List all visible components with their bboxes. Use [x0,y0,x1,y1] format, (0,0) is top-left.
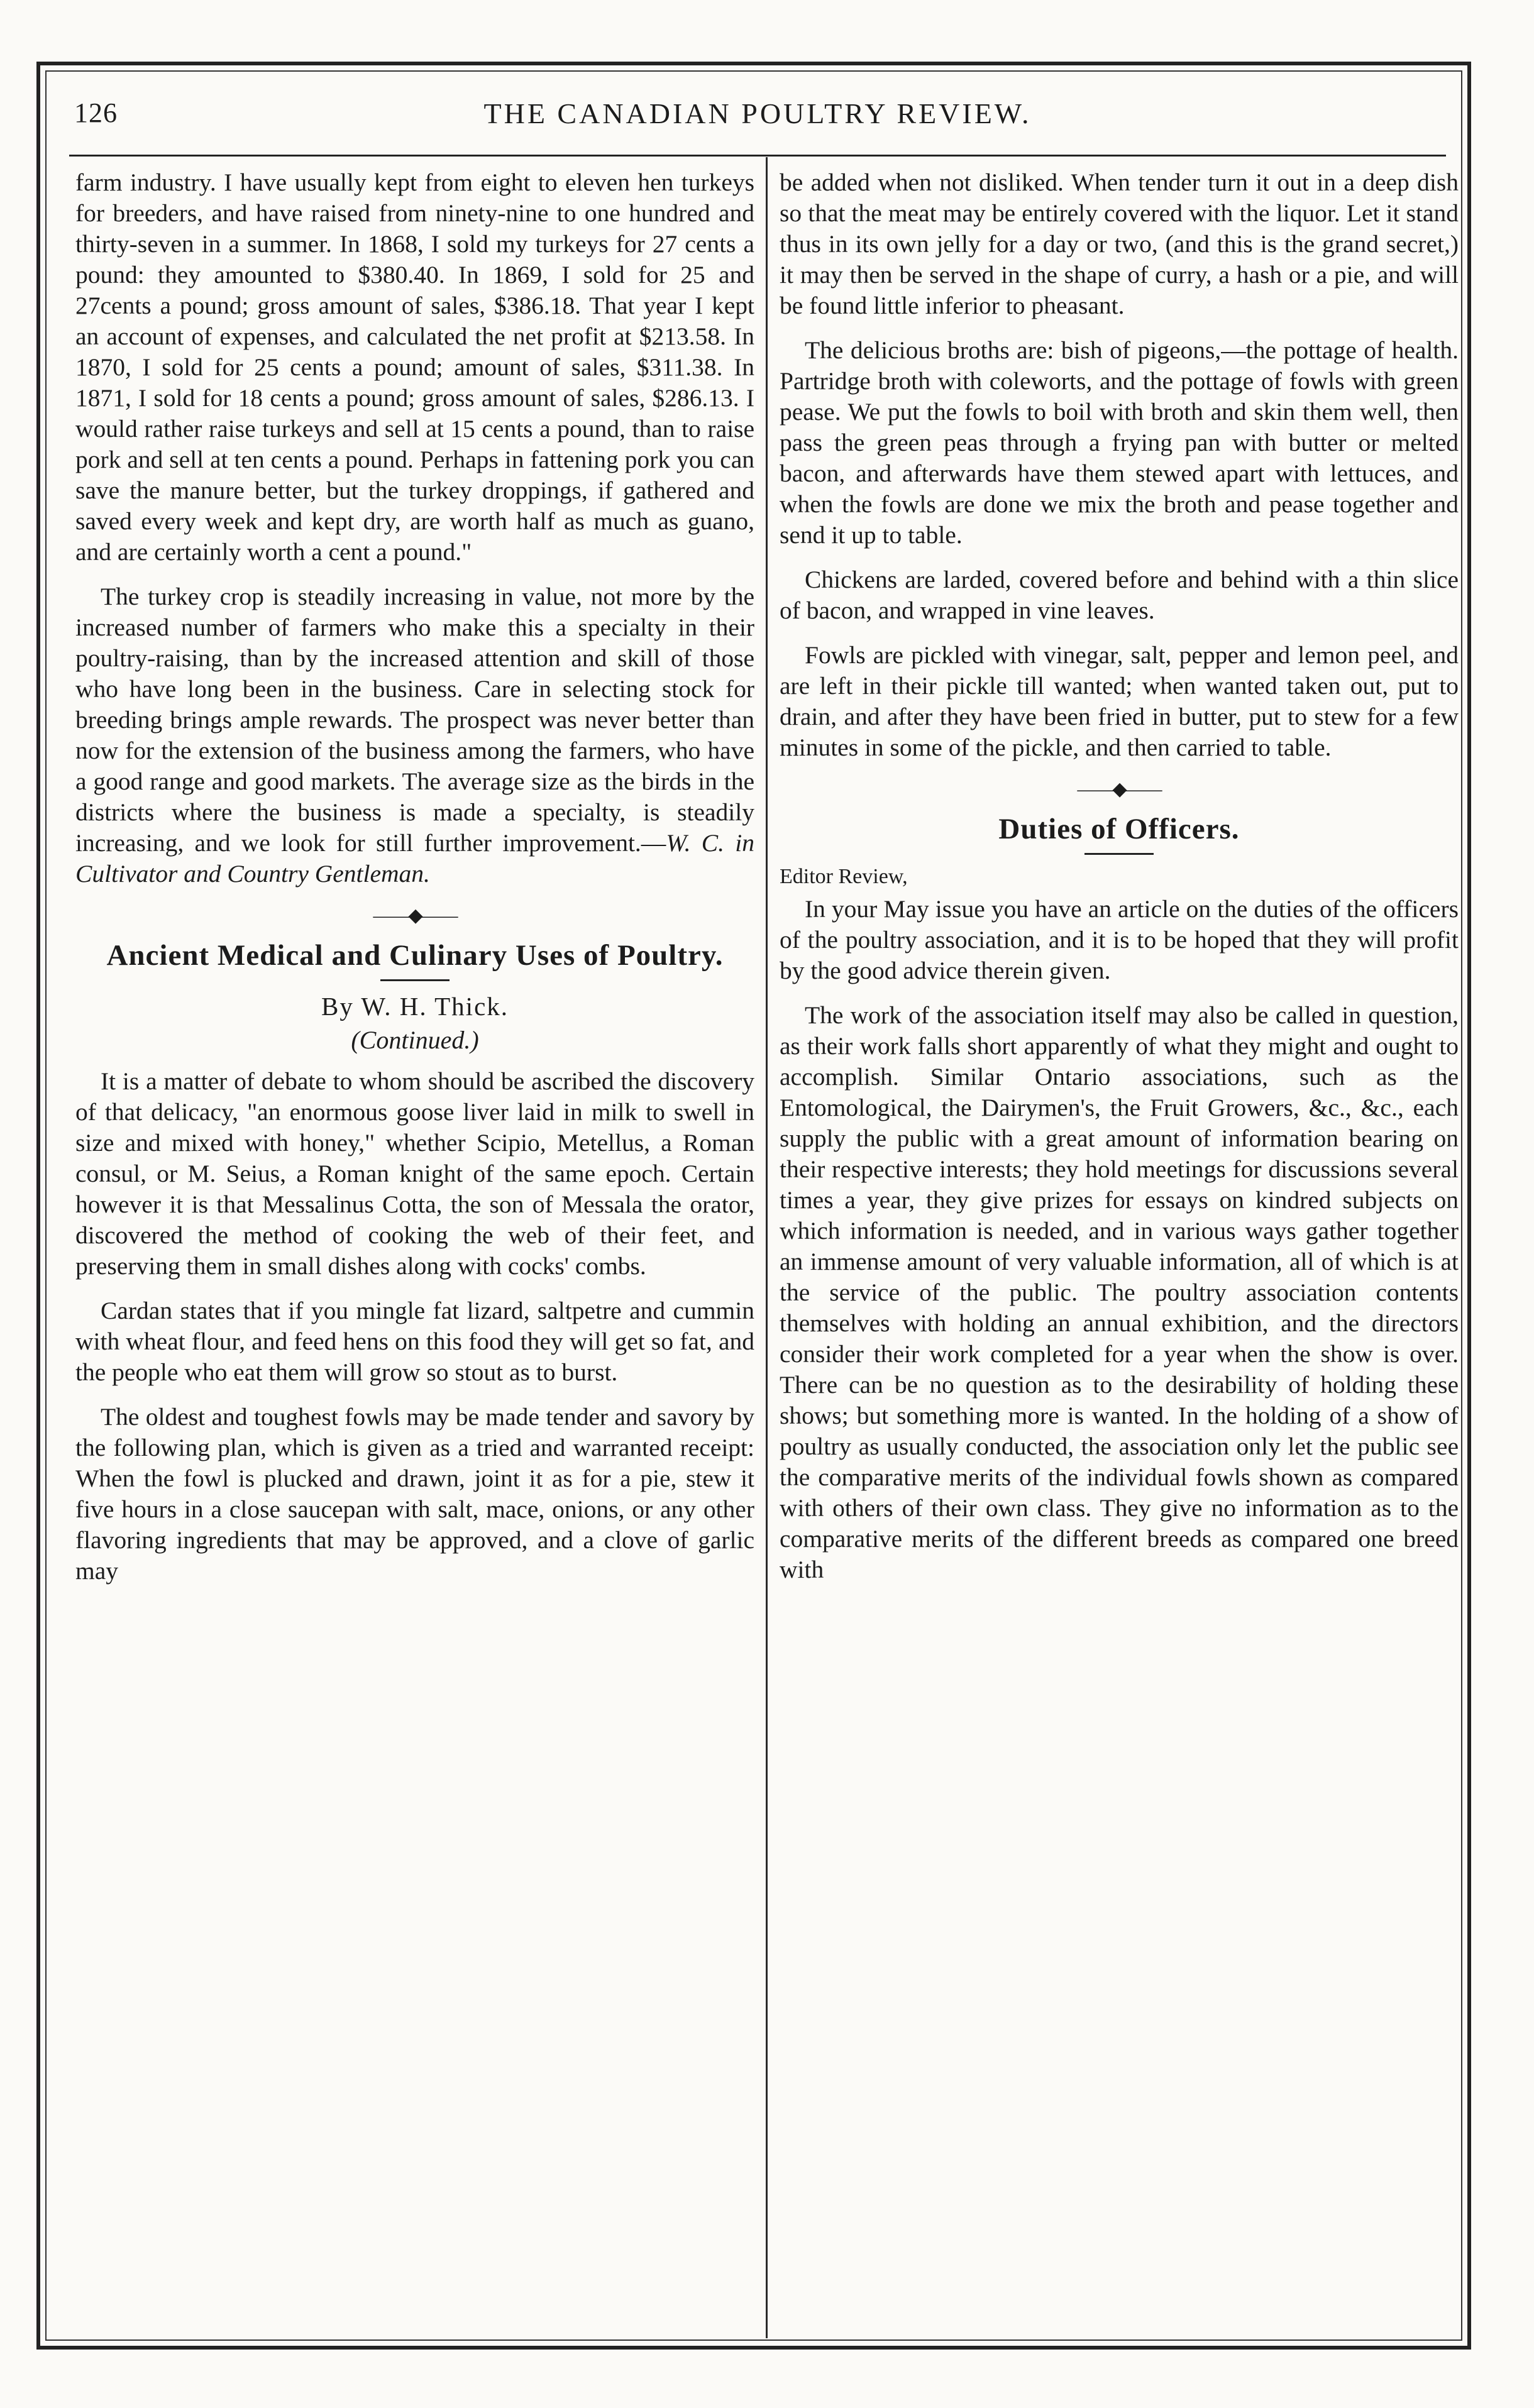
page-header [69,88,1446,140]
paragraph-chickens-larded: Chickens are larded, covered before and behind with a thin slice of bacon, and wrapped in vine leaves. [780,566,1459,624]
page-number: 126 [74,97,118,128]
paragraph-cardan: Cardan states that if you mingle fat lizard, saltpetre and cummin with wheat flour, and feed hens on this food they will get so fat, and the people who eat them will grow so stout as to burst. [75,1297,754,1386]
article-title-ancient-uses: Ancient Medical and Culinary Uses of Poultry. [106,939,724,972]
left-column [75,167,754,2317]
paragraph-goose-liver: It is a matter of debate to whom should be ascribed the discovery of that delicacy, "an enormous goose liver laid in milk to swell in size and mixed with honey," whether Scipio, Metellus, a Roman consul, or M. Seius, a Roman knight of the same epoch. Certain however it is that Messalinus Cotta, the son of Messala the orator, discovered the method of cooking the web of their feet, and preserving them in small dishes along with cocks' combs. [75,1067,754,1280]
paragraph-turkey-sales: farm industry. I have usually kept from eight to eleven hen turkeys for breeders, and have raised from ninety-nine to one hundred and thirty-seven in a summer. In 1868, I sold my turkeys for 27 cents a pound: they amounted to $380.40. In 1869, I sold for 25 and 27cents a pound; gross amount of sales, $386.18. That year I kept an account of expenses, and calculated the net profit at $213.58. In 1870, I sold for 25 cents a pound; amount of sales, $311.38. In 1871, I sold for 18 cents a pound; gross amount of sales, $286.13. I would rather raise turkeys and sell at 15 cents a pound, than to raise pork and sell at ten cents a pound. Perhaps in fattening pork you can save the manure better, but the turkey droppings, if gathered and saved every week and kept dry, are worth half as much as guano, and are certainly worth a cent a pound." [75,168,754,566]
header-rule [69,155,1446,157]
section-separator: ——◆—— [1077,779,1161,800]
paragraph-tough-fowls: The oldest and toughest fowls may be made tender and savory by the following plan, which is given as a tried and warranted receipt: When the fowl is plucked and drawn, joint it as for a pie, stew it five hours in a close saucepan with salt, mace, onions, or any other flavoring ingredients that may be approved, and a clove of garlic may [75,1403,754,1585]
article-credit: W. C. in Cultivator and Country Gentleman. [75,829,754,888]
title-rule [380,979,450,981]
running-title: THE CANADIAN POULTRY REVIEW. [483,97,1032,129]
paragraph-may-issue: In your May issue you have an article on the duties of the officers of the poultry association, and it is to be hoped that they will profit by the good advice therein given. [780,895,1459,984]
paragraph-turkey-crop-text: The turkey crop is steadily increasing in value, not more by the increased number of farmers who make this a specialty in their poultry-raising, than by the increased attention and skill of those who have long been in the business. Care in selecting stock for breeding brings ample rewards. The prospect was never better than now for the extension of the business among the farmers, who have a good range and good markets. The average size as the birds in the districts where the business is made a specialty, is steadily increasing, and we look for still further improvement.— [75,583,754,857]
paragraph-association-work: The work of the association itself may also be called in question, as their work falls short apparently of what they might and ought to accomplish. Similar Ontario associations, such as the Entomological, the Dairymen's, the Fruit Growers, &c., &c., each supply the public with a great amount of information bearing on their respective interests; they hold meetings for discussions several times a year, they give prizes for essays on kindred subjects on which information is needed, and in various ways gather together an immense amount of very valuable information, all of which is at the service of the public. The poultry association contents themselves with holding an annual exhibition, and the directors consider their work completed for a year when the show is over. There can be no question as to the desirability of holding these shows; but something more is wanted. In the holding of a show of poultry as usually conducted, the association only let the public see the comparative merits of the individual fowls shown as compared with others of their own class. They give no information as to the comparative merits of the different breeds as compared one breed with [780,1001,1459,1583]
section-separator: ——◆—— [373,905,457,926]
paragraph-recipe-continued: be added when not disliked. When tender turn it out in a deep dish so that the meat may be entirely covered with the liquor. Let it stand thus in its own jelly for a day or two, (and this is the grand secret,) it may then be served in the shape of curry, a hash or a pie, and will be found little inferior to pheasant. [780,168,1459,319]
continued-note: (Continued.) [351,1026,479,1054]
article-title-duties: Duties of Officers. [998,813,1240,845]
column-divider [766,157,768,2338]
paragraph-turkey-crop [75,581,754,889]
byline: By W. H. Thick. [321,992,509,1021]
paragraph-broths: The delicious broths are: bish of pigeons,—the pottage of health. Partridge broth with coleworts, and the pottage of fowls with green pease. We put the fowls to boil with broth and skin them well, then pass the green peas through a frying pan with butter or melted bacon, and afterwards have them stewed apart with lettuces, and when the fowls are done we mix the broth and pease together and send it up to table. [780,336,1459,549]
title-rule [1084,853,1154,855]
salutation: Editor Review, [780,865,908,888]
right-column [780,167,1459,2317]
paragraph-fowls-pickled: Fowls are pickled with vinegar, salt, pepper and lemon peel, and are left in their pickle till wanted; when wanted taken out, put to drain, and after they have been fried in butter, put to stew for a few minutes in some of the pickle, and then carried to table. [780,641,1459,761]
